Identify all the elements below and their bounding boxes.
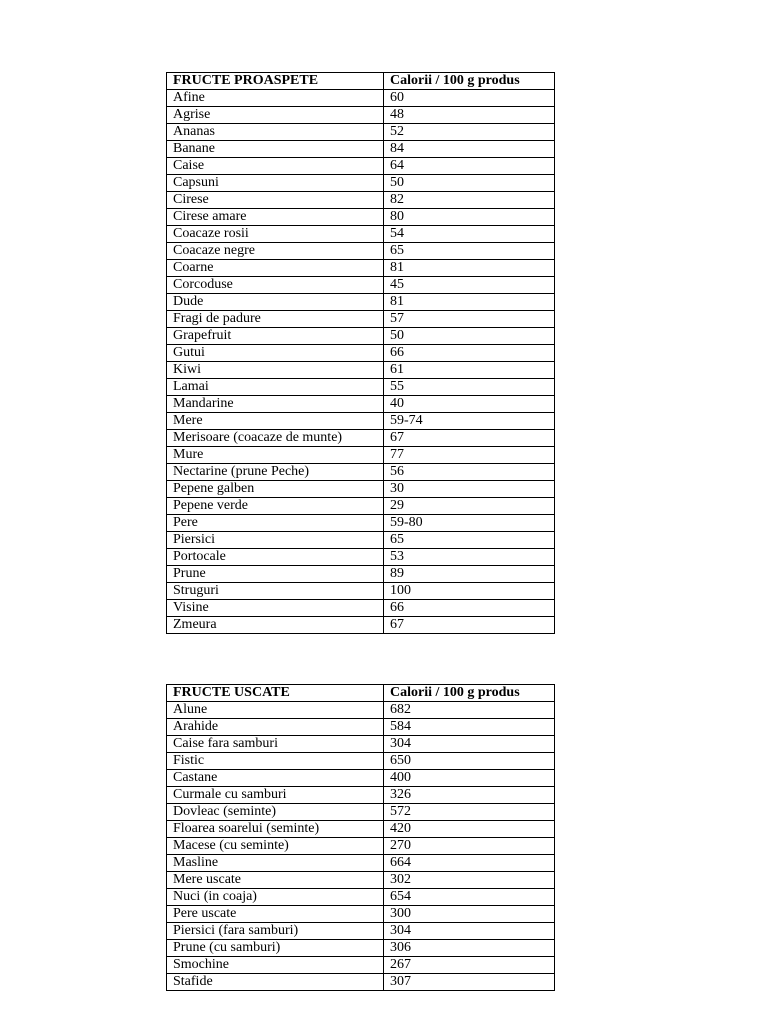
fruit-name-cell: Prune (cu samburi) <box>167 940 384 957</box>
calories-cell: 81 <box>384 294 555 311</box>
table-row <box>167 770 555 787</box>
calories-cell: 29 <box>384 498 555 515</box>
table-row <box>167 498 555 515</box>
fruit-name-cell: Pere <box>167 515 384 532</box>
calories-cell: 67 <box>384 430 555 447</box>
fruit-name-cell: Dovleac (seminte) <box>167 804 384 821</box>
fruit-name-cell: Arahide <box>167 719 384 736</box>
fruit-name-cell: Prune <box>167 566 384 583</box>
table-row <box>167 753 555 770</box>
fruit-name-cell: Cirese amare <box>167 209 384 226</box>
fruit-name-cell: Pere uscate <box>167 906 384 923</box>
header-calories: Calorii / 100 g produs <box>384 685 555 702</box>
calories-cell: 59-74 <box>384 413 555 430</box>
table-row <box>167 702 555 719</box>
fruit-name-cell: Zmeura <box>167 617 384 634</box>
calories-cell: 84 <box>384 141 555 158</box>
table-row <box>167 158 555 175</box>
header-fruit: FRUCTE USCATE <box>167 685 384 702</box>
calories-cell: 100 <box>384 583 555 600</box>
calories-cell: 654 <box>384 889 555 906</box>
calories-cell: 65 <box>384 532 555 549</box>
fruit-name-cell: Lamai <box>167 379 384 396</box>
calories-cell: 89 <box>384 566 555 583</box>
table-row <box>167 719 555 736</box>
calories-cell: 30 <box>384 481 555 498</box>
table-row <box>167 940 555 957</box>
table-row <box>167 260 555 277</box>
fruit-name-cell: Afine <box>167 90 384 107</box>
table-row <box>167 481 555 498</box>
table-row <box>167 566 555 583</box>
table-row <box>167 923 555 940</box>
calories-cell: 55 <box>384 379 555 396</box>
fruit-name-cell: Ananas <box>167 124 384 141</box>
table-row <box>167 243 555 260</box>
table-row <box>167 107 555 124</box>
table-row <box>167 413 555 430</box>
table-row <box>167 90 555 107</box>
calories-cell: 400 <box>384 770 555 787</box>
header-fruit: FRUCTE PROASPETE <box>167 73 384 90</box>
fruit-name-cell: Piersici (fara samburi) <box>167 923 384 940</box>
table-row <box>167 175 555 192</box>
fruit-name-cell: Banane <box>167 141 384 158</box>
header-calories: Calorii / 100 g produs <box>384 73 555 90</box>
table-row <box>167 787 555 804</box>
table-row <box>167 855 555 872</box>
calories-cell: 306 <box>384 940 555 957</box>
calories-cell: 53 <box>384 549 555 566</box>
table-row <box>167 124 555 141</box>
table-row <box>167 872 555 889</box>
fruit-name-cell: Piersici <box>167 532 384 549</box>
table-header-row <box>167 73 555 90</box>
calories-cell: 57 <box>384 311 555 328</box>
table-row <box>167 226 555 243</box>
fruit-name-cell: Caise fara samburi <box>167 736 384 753</box>
table-row <box>167 464 555 481</box>
table-row <box>167 532 555 549</box>
calories-cell: 304 <box>384 923 555 940</box>
calories-cell: 54 <box>384 226 555 243</box>
calories-cell: 45 <box>384 277 555 294</box>
calories-cell: 682 <box>384 702 555 719</box>
table-row <box>167 736 555 753</box>
fruit-name-cell: Smochine <box>167 957 384 974</box>
table-row <box>167 838 555 855</box>
table-row <box>167 447 555 464</box>
fruit-name-cell: Coacaze negre <box>167 243 384 260</box>
calories-cell: 80 <box>384 209 555 226</box>
fruit-name-cell: Macese (cu seminte) <box>167 838 384 855</box>
table-row <box>167 379 555 396</box>
table-row <box>167 294 555 311</box>
calories-cell: 60 <box>384 90 555 107</box>
calories-cell: 307 <box>384 974 555 991</box>
table-row <box>167 311 555 328</box>
dried-fruits-table <box>166 684 555 991</box>
fruit-name-cell: Fistic <box>167 753 384 770</box>
fruit-name-cell: Mure <box>167 447 384 464</box>
table-header-row <box>167 685 555 702</box>
calories-cell: 66 <box>384 345 555 362</box>
calories-cell: 300 <box>384 906 555 923</box>
calories-cell: 82 <box>384 192 555 209</box>
fruit-name-cell: Kiwi <box>167 362 384 379</box>
table-row <box>167 362 555 379</box>
fruit-name-cell: Coarne <box>167 260 384 277</box>
fresh-fruits-table <box>166 72 555 634</box>
fruit-name-cell: Castane <box>167 770 384 787</box>
fruit-name-cell: Floarea soarelui (seminte) <box>167 821 384 838</box>
fruit-name-cell: Mere uscate <box>167 872 384 889</box>
calories-cell: 77 <box>384 447 555 464</box>
fruit-name-cell: Visine <box>167 600 384 617</box>
calories-cell: 67 <box>384 617 555 634</box>
calories-cell: 50 <box>384 175 555 192</box>
fruit-name-cell: Mandarine <box>167 396 384 413</box>
fruit-name-cell: Masline <box>167 855 384 872</box>
calories-cell: 664 <box>384 855 555 872</box>
fruit-name-cell: Curmale cu samburi <box>167 787 384 804</box>
calories-cell: 420 <box>384 821 555 838</box>
fruit-name-cell: Struguri <box>167 583 384 600</box>
calories-cell: 267 <box>384 957 555 974</box>
fruit-name-cell: Mere <box>167 413 384 430</box>
table-row <box>167 192 555 209</box>
calories-cell: 302 <box>384 872 555 889</box>
table-row <box>167 974 555 991</box>
table-row <box>167 141 555 158</box>
table-row <box>167 889 555 906</box>
calories-cell: 650 <box>384 753 555 770</box>
table-row <box>167 821 555 838</box>
calories-cell: 48 <box>384 107 555 124</box>
fruit-name-cell: Caise <box>167 158 384 175</box>
calories-cell: 326 <box>384 787 555 804</box>
calories-cell: 50 <box>384 328 555 345</box>
table-row <box>167 804 555 821</box>
fruit-name-cell: Nuci (in coaja) <box>167 889 384 906</box>
calories-cell: 270 <box>384 838 555 855</box>
calories-cell: 56 <box>384 464 555 481</box>
table-row <box>167 328 555 345</box>
fruit-name-cell: Stafide <box>167 974 384 991</box>
fruit-name-cell: Agrise <box>167 107 384 124</box>
table-row <box>167 600 555 617</box>
fruit-name-cell: Dude <box>167 294 384 311</box>
calories-cell: 584 <box>384 719 555 736</box>
fruit-name-cell: Grapefruit <box>167 328 384 345</box>
table-row <box>167 583 555 600</box>
table-row <box>167 957 555 974</box>
calories-cell: 304 <box>384 736 555 753</box>
table-row <box>167 617 555 634</box>
calories-cell: 66 <box>384 600 555 617</box>
fruit-name-cell: Gutui <box>167 345 384 362</box>
calories-cell: 52 <box>384 124 555 141</box>
calories-cell: 61 <box>384 362 555 379</box>
fruit-name-cell: Merisoare (coacaze de munte) <box>167 430 384 447</box>
fruit-name-cell: Corcoduse <box>167 277 384 294</box>
table-row <box>167 906 555 923</box>
table-row <box>167 515 555 532</box>
fruit-name-cell: Capsuni <box>167 175 384 192</box>
fruit-name-cell: Coacaze rosii <box>167 226 384 243</box>
calories-cell: 59-80 <box>384 515 555 532</box>
fruit-name-cell: Cirese <box>167 192 384 209</box>
fruit-name-cell: Nectarine (prune Peche) <box>167 464 384 481</box>
calories-cell: 40 <box>384 396 555 413</box>
table-row <box>167 209 555 226</box>
calories-cell: 65 <box>384 243 555 260</box>
fruit-name-cell: Fragi de padure <box>167 311 384 328</box>
table-row <box>167 277 555 294</box>
fruit-name-cell: Pepene verde <box>167 498 384 515</box>
fruit-name-cell: Alune <box>167 702 384 719</box>
fruit-name-cell: Portocale <box>167 549 384 566</box>
table-row <box>167 345 555 362</box>
table-row <box>167 549 555 566</box>
table-row <box>167 430 555 447</box>
calories-cell: 64 <box>384 158 555 175</box>
calories-cell: 572 <box>384 804 555 821</box>
fruit-name-cell: Pepene galben <box>167 481 384 498</box>
calories-cell: 81 <box>384 260 555 277</box>
table-row <box>167 396 555 413</box>
